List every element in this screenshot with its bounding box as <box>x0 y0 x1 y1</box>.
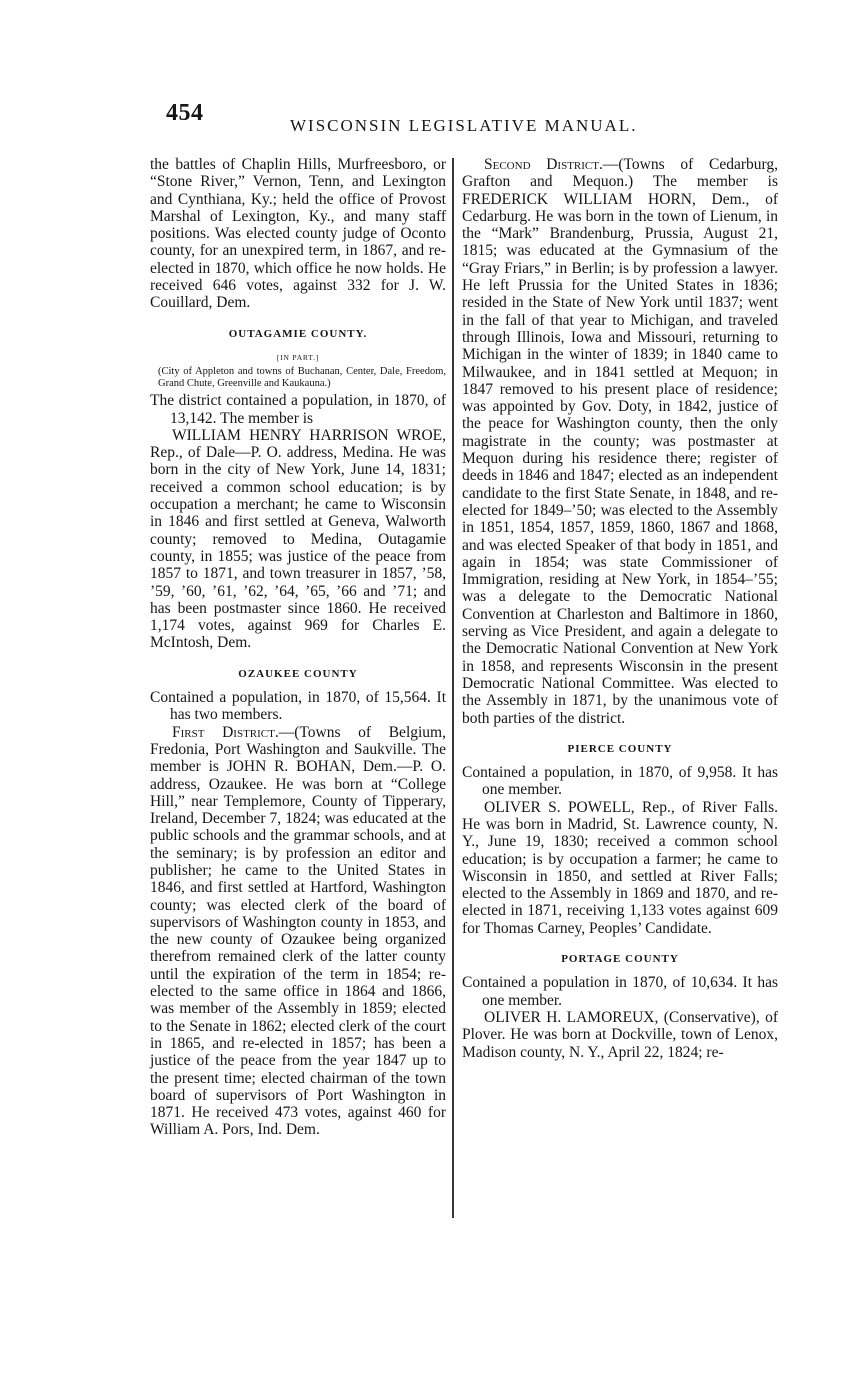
portage-member-bio: OLIVER H. LAMOREUX, (Conservative), of Plover. He was born at Dockville, town of Lenox, Madison county, N. Y., April 22, 1824; re- <box>462 1008 778 1061</box>
in-part-note: [IN PART.] <box>276 352 320 362</box>
pierce-population: Contained a population, in 1870, of 9,958. It has one member. <box>462 764 778 799</box>
pierce-county-heading: PIERCE COUNTY <box>567 742 673 755</box>
running-head: WISCONSIN LEGISLATIVE MANUAL. <box>290 116 638 135</box>
outagamie-population: The district contained a population, in 1870, of 13,142. The member is <box>150 392 446 427</box>
ozaukee-second-district <box>462 156 778 727</box>
right-column <box>462 156 778 1061</box>
first-district-text: —(Towns of Belgium, Fredonia, Port Washington and Saukville. The member is JOHN R. BOHAN, Dem.—P. O. address, Ozaukee. He was born at “College Hill,” near Templemore, County of Tipperary, Ireland, December 7, 1824; was educated at the public schools and the grammar schools, and at the seminary; is by profession an editor and publisher; he came to the United States in 1846, and first settled at Hartford, Washington county; was elected clerk of the board of supervisors of Washington county in 1853, and the new county of Ozaukee being organized therefrom remained clerk of the latter county until the expiration of the term in 1854; re-elected to the same office in 1864 and 1866, was member of the Assembly in 1859; elected to the Senate in 1862; elected clerk of the court in 1865, and re-elected in 1857; has been a justice of the peace from the year 1847 up to the present time; elected chairman of the town board of supervisors of Port Washington in 1871. He received 473 votes, against 460 for William A. Pors, Ind. Dem. <box>150 723 446 1139</box>
page-number: 454 <box>166 100 204 126</box>
second-district-label: Second District. <box>484 156 603 173</box>
ozaukee-county-heading: OZAUKEE COUNTY <box>238 667 358 680</box>
pierce-member-bio: OLIVER S. POWELL, Rep., of River Falls. He was born in Madrid, St. Lawrence county, N. Y., June 19, 1830; received a common school education; is by occupation a farmer; he came to Wisconsin in 1850, and settled at River Falls; elected to the Assembly in 1869 and 1870, and re-elected in 1871, receiving 1,133 votes against 609 for Thomas Carney, Peoples’ Candidate. <box>462 798 778 937</box>
column-divider <box>452 158 454 1218</box>
ozaukee-first-district <box>150 724 446 1139</box>
outagamie-county-heading: OUTAGAMIE COUNTY. <box>228 327 368 340</box>
outagamie-member-bio: WILLIAM HENRY HARRISON WROE, Rep., of Dale—P. O. address, Medina. He was born in the city of New York, June 14, 1831; received a common school education; is by occupation a merchant; he came to Wisconsin in 1846 and first settled at Geneva, Walworth county; removed to Medina, Outagamie county, in 1855; was justice of the peace from 1857 to 1871, and town treasurer in 1857, ’58, ’59, ’60, ’61, ’62, ’64, ’65, ’66 and ’71; and has been postmaster since 1860. He received 1,174 votes, against 969 for Charles E. McIntosh, Dem. <box>150 426 446 652</box>
portage-population: Contained a population in 1870, of 10,634. It has one member. <box>462 974 778 1009</box>
portage-county-heading: PORTAGE COUNTY <box>561 953 679 966</box>
left-column <box>150 156 446 1139</box>
second-district-text: —(Towns of Cedarburg, Grafton and Mequon.) The member is FREDERICK WILLIAM HORN, Dem., of Cedarburg. He was born in the town of Lienum, in the “Mark” Brandenburg, Prussia, August 21, 1815; was educated at the Gymnasium of the “Gray Friars,” in Berlin; is by profession a lawyer. He left Prussia for the United States in 1836; resided in the State of New York until 1837; went in the fall of that year to Michigan, and traveled through Illinois, Iowa and Missouri, returning to Michigan in the winter of 1839; in 1840 came to Milwaukee, and in 1841 settled at Mequon; in 1847 removed to his present place of residence; was appointed by Gov. Doty, in 1842, justice of the peace for Washington county, then the only magistrate in the county; was postmaster at Mequon during his residence there; register of deeds in 1846 and 1847; elected as an independent candidate to the first State Senate, in 1848, and re-elected for 1849–’50; was elected to the Assembly in 1851, 1854, 1857, 1859, 1860, 1867 and 1868, and was elected Speaker of that body in 1851, and again in 1854; was state Commissioner of Immigration, residing at New York, in 1854–’55; was a delegate to the Democratic National Convention at Charleston and Baltimore in 1860, serving as Vice President, and again a delegate to the Democratic National Convention at New York in 1858, and represents Wisconsin in the present Democratic National Committee. Was elected to the Assembly in 1871, by the unanimous vote of both parties of the district. <box>462 156 778 727</box>
continued-paragraph: the battles of Chaplin Hills, Murfreesboro, or “Stone River,” Vernon, Tenn, and Lexington and Cynthiana, Ky.; held the office of Provost Marshal of Lexington, Ky., and many staff positions. Was elected county judge of Oconto county, for an unexpired term, in 1867, and re-elected in 1870, which office he now holds. He received 646 votes, against 332 for J. W. Couillard, Dem. <box>150 156 446 312</box>
ozaukee-population: Contained a population, in 1870, of 15,564. It has two members. <box>150 689 446 724</box>
outagamie-towns-note: (City of Appleton and towns of Buchanan, Center, Dale, Freedom, Grand Chute, Greenville and Kaukauna.) <box>158 366 446 389</box>
first-district-label: First District. <box>172 723 279 741</box>
